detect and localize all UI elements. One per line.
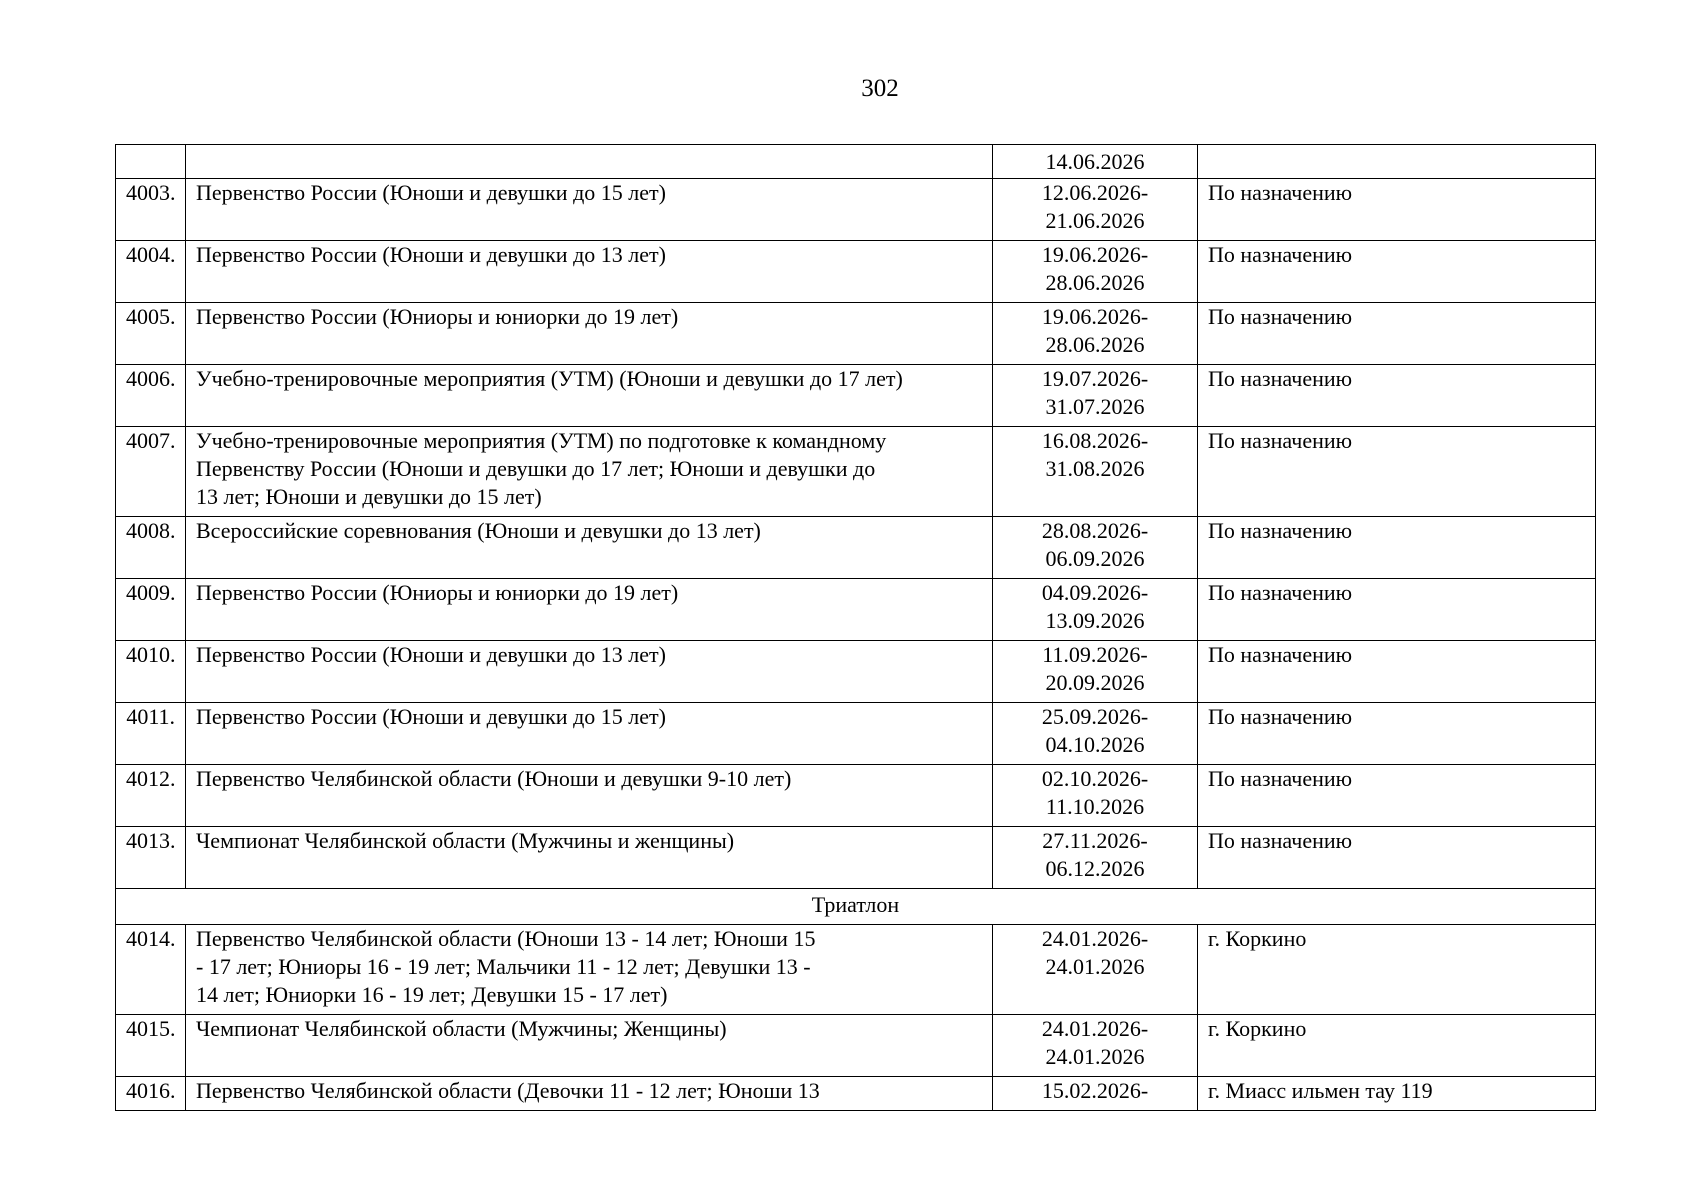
row-number: 4003. xyxy=(116,179,186,241)
date-end: 24.01.2026 xyxy=(1045,1044,1145,1069)
date-start: 24.01.2026- xyxy=(1041,1016,1149,1041)
event-name xyxy=(186,427,993,517)
event-place: г. Коркино xyxy=(1198,925,1596,1015)
event-dates xyxy=(993,241,1198,303)
event-place: По назначению xyxy=(1198,179,1596,241)
event-place: По назначению xyxy=(1198,303,1596,365)
event-name xyxy=(186,241,993,303)
page-number: 302 xyxy=(861,75,899,102)
date-end: 28.06.2026 xyxy=(1045,270,1145,295)
event-name-line: Первенство Челябинской области (Девочки 11 - 12 лет; Юноши 13 xyxy=(196,1078,820,1103)
event-place: По назначению xyxy=(1198,241,1596,303)
event-place xyxy=(1198,145,1596,179)
row-number: 4005. xyxy=(116,303,186,365)
table-row xyxy=(116,241,1596,303)
event-name xyxy=(186,765,993,827)
event-dates xyxy=(993,179,1198,241)
event-name xyxy=(186,579,993,641)
date-start: 28.08.2026- xyxy=(1041,518,1149,543)
row-number: 4007. xyxy=(116,427,186,517)
event-name-line: Чемпионат Челябинской области (Мужчины и женщины) xyxy=(196,828,735,853)
table-row xyxy=(116,925,1596,1015)
event-name xyxy=(186,179,993,241)
event-name-line: Первенство России (Юноши и девушки до 13 лет) xyxy=(196,642,666,667)
date-start: 02.10.2026- xyxy=(1041,766,1149,791)
event-dates xyxy=(993,1015,1198,1077)
table-row xyxy=(116,765,1596,827)
table-row xyxy=(116,1077,1596,1111)
date-start: 25.09.2026- xyxy=(1041,704,1149,729)
event-place: По назначению xyxy=(1198,641,1596,703)
row-number: 4011. xyxy=(116,703,186,765)
event-name-line: Первенство России (Юниоры и юниорки до 19 лет) xyxy=(196,304,679,329)
table-row xyxy=(116,365,1596,427)
row-number: 4008. xyxy=(116,517,186,579)
date-end: 20.09.2026 xyxy=(1045,670,1145,695)
table-row xyxy=(116,427,1596,517)
event-name-line: Первенство России (Юноши и девушки до 13 лет) xyxy=(196,242,666,267)
event-place: г. Миасс ильмен тау 119 xyxy=(1198,1077,1596,1111)
event-name-line: Всероссийские соревнования (Юноши и девушки до 13 лет) xyxy=(196,518,761,543)
event-dates xyxy=(993,827,1198,889)
date-end: 31.08.2026 xyxy=(1045,456,1145,481)
event-name xyxy=(186,517,993,579)
date-start: 12.06.2026- xyxy=(1041,180,1149,205)
date-end: 06.12.2026 xyxy=(1045,856,1145,881)
event-place: По назначению xyxy=(1198,365,1596,427)
event-dates: 14.06.2026 xyxy=(993,145,1198,179)
date-start: 27.11.2026- xyxy=(1042,828,1148,853)
table-row xyxy=(116,579,1596,641)
event-place: По назначению xyxy=(1198,765,1596,827)
date-end: 31.07.2026 xyxy=(1045,394,1145,419)
table-row xyxy=(116,827,1596,889)
event-dates xyxy=(993,703,1198,765)
event-dates xyxy=(993,765,1198,827)
date-start: 19.07.2026- xyxy=(1041,366,1149,391)
event-name-line: 13 лет; Юноши и девушки до 15 лет) xyxy=(196,484,542,509)
events-table xyxy=(115,144,1596,1111)
event-dates xyxy=(993,365,1198,427)
date-end: 24.01.2026 xyxy=(1045,954,1145,979)
date-start: 19.06.2026- xyxy=(1041,304,1149,329)
section-header-row xyxy=(116,889,1596,925)
date-start: 11.09.2026- xyxy=(1042,642,1148,667)
date-start: 04.09.2026- xyxy=(1041,580,1149,605)
row-number: 4009. xyxy=(116,579,186,641)
event-name xyxy=(186,703,993,765)
event-dates xyxy=(993,925,1198,1015)
event-name-line: Первенству России (Юноши и девушки до 17 лет; Юноши и девушки до xyxy=(196,456,876,481)
event-dates xyxy=(993,579,1198,641)
event-name xyxy=(186,145,993,179)
date-end: 11.10.2026 xyxy=(1045,794,1145,819)
row-number: 4013. xyxy=(116,827,186,889)
event-name xyxy=(186,1015,993,1077)
event-dates xyxy=(993,641,1198,703)
event-name-line: 14 лет; Юниорки 16 - 19 лет; Девушки 15 - 17 лет) xyxy=(196,982,668,1007)
table-row xyxy=(116,703,1596,765)
event-name xyxy=(186,925,993,1015)
event-name xyxy=(186,1077,993,1111)
event-name-line: - 17 лет; Юниоры 16 - 19 лет; Мальчики 11 - 12 лет; Девушки 13 - xyxy=(196,954,811,979)
row-number: 4016. xyxy=(116,1077,186,1111)
table-row xyxy=(116,179,1596,241)
row-number xyxy=(116,145,186,179)
date-end: 13.09.2026 xyxy=(1045,608,1145,633)
date-start: 19.06.2026- xyxy=(1041,242,1149,267)
date-end: 04.10.2026 xyxy=(1045,732,1145,757)
event-place: По назначению xyxy=(1198,827,1596,889)
event-name xyxy=(186,641,993,703)
date-end: 28.06.2026 xyxy=(1045,332,1145,357)
event-name xyxy=(186,827,993,889)
date-end: 21.06.2026 xyxy=(1045,208,1145,233)
date-start: 24.01.2026- xyxy=(1041,926,1149,951)
event-name-line: Первенство России (Юноши и девушки до 15 лет) xyxy=(196,704,666,729)
event-place: По назначению xyxy=(1198,517,1596,579)
event-place: По назначению xyxy=(1198,579,1596,641)
event-place: По назначению xyxy=(1198,427,1596,517)
date-end: 06.09.2026 xyxy=(1045,546,1145,571)
row-number: 4010. xyxy=(116,641,186,703)
date-start: 16.08.2026- xyxy=(1041,428,1149,453)
event-name-line: Первенство России (Юноши и девушки до 15 лет) xyxy=(196,180,666,205)
event-name-line: Чемпионат Челябинской области (Мужчины; Женщины) xyxy=(196,1016,727,1041)
date-start: 15.02.2026- xyxy=(1041,1078,1149,1103)
event-dates xyxy=(993,1077,1198,1111)
event-name-line: Первенство Челябинской области (Юноши и девушки 9-10 лет) xyxy=(196,766,792,791)
table-row-continuation xyxy=(116,145,1596,179)
row-number: 4015. xyxy=(116,1015,186,1077)
table-row xyxy=(116,517,1596,579)
table-row xyxy=(116,303,1596,365)
event-place: По назначению xyxy=(1198,703,1596,765)
event-name-line: Первенство России (Юниоры и юниорки до 19 лет) xyxy=(196,580,679,605)
event-dates xyxy=(993,517,1198,579)
event-name-line: Учебно-тренировочные мероприятия (УТМ) (Юноши и девушки до 17 лет) xyxy=(196,366,903,391)
event-name xyxy=(186,303,993,365)
row-number: 4004. xyxy=(116,241,186,303)
table-row xyxy=(116,641,1596,703)
event-name-line: Учебно-тренировочные мероприятия (УТМ) по подготовке к командному xyxy=(196,428,887,453)
row-number: 4012. xyxy=(116,765,186,827)
row-number: 4014. xyxy=(116,925,186,1015)
event-dates xyxy=(993,427,1198,517)
section-title: Триатлон xyxy=(116,889,1596,925)
event-name-line: Первенство Челябинской области (Юноши 13 - 14 лет; Юноши 15 xyxy=(196,926,816,951)
event-place: г. Коркино xyxy=(1198,1015,1596,1077)
table-row xyxy=(116,1015,1596,1077)
event-dates xyxy=(993,303,1198,365)
event-name xyxy=(186,365,993,427)
row-number: 4006. xyxy=(116,365,186,427)
